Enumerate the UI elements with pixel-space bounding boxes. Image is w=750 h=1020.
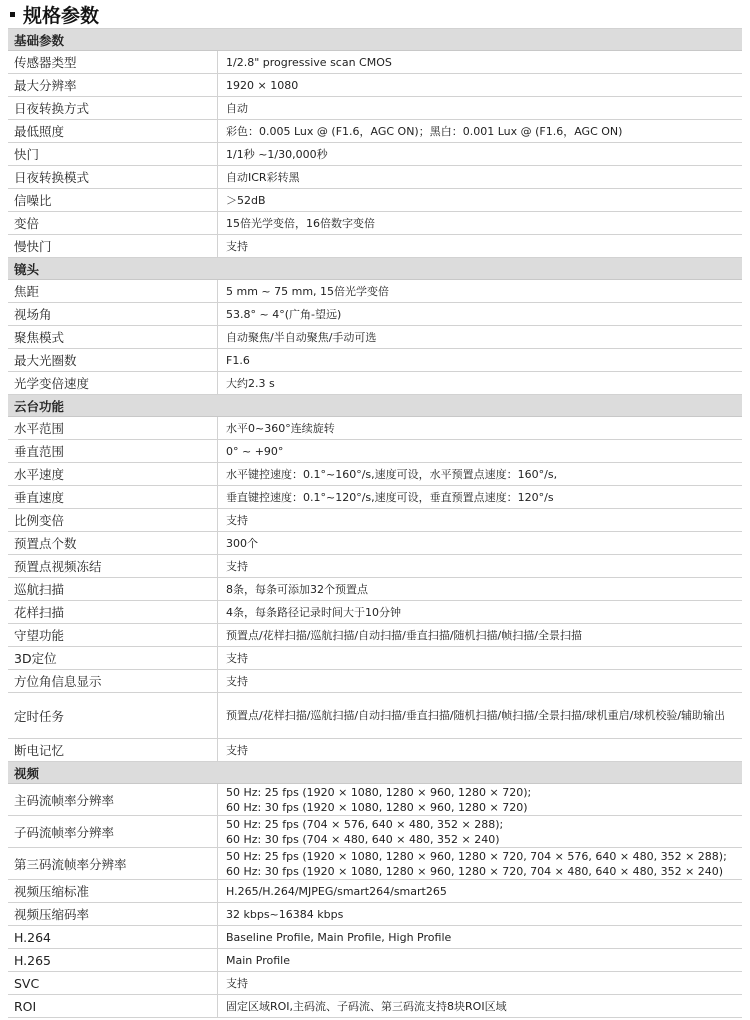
spec-key: H.265 xyxy=(8,949,218,971)
spec-key: 子码流帧率分辨率 xyxy=(8,816,218,847)
spec-key: 3D定位 xyxy=(8,647,218,669)
spec-row xyxy=(8,972,742,995)
spec-value: 水平键控速度：0.1°~160°/s,速度可设，水平预置点速度：160°/s, xyxy=(226,468,558,481)
spec-value xyxy=(218,848,742,879)
spec-value: 自动ICR彩转黑 xyxy=(226,171,300,184)
spec-value: 300个 xyxy=(226,537,258,550)
spec-key: 焦距 xyxy=(8,280,218,302)
spec-value: 垂直键控速度：0.1°~120°/s,速度可设，垂直预置点速度：120°/s xyxy=(226,491,554,504)
spec-key: 慢快门 xyxy=(8,235,218,257)
spec-key: 光学变倍速度 xyxy=(8,372,218,394)
spec-row xyxy=(8,212,742,235)
spec-row xyxy=(8,816,742,848)
spec-key: 最大光圈数 xyxy=(8,349,218,371)
spec-key: 断电记忆 xyxy=(8,739,218,761)
spec-value-line: 50 Hz: 25 fps (704 × 576, 640 × 480, 352 × 288); xyxy=(226,817,504,831)
spec-key: 聚焦模式 xyxy=(8,326,218,348)
spec-row xyxy=(8,532,742,555)
spec-row xyxy=(8,555,742,578)
spec-key: 视频压缩码率 xyxy=(8,903,218,925)
spec-value: 预置点/花样扫描/巡航扫描/自动扫描/垂直扫描/随机扫描/帧扫描/全景扫描/球机重启/球机校验/辅助输出 xyxy=(226,708,726,722)
spec-value xyxy=(218,784,742,815)
spec-value: 8条，每条可添加32个预置点 xyxy=(226,583,368,596)
spec-row xyxy=(8,509,742,532)
spec-key: ROI xyxy=(8,995,218,1017)
spec-key: 预置点视频冻结 xyxy=(8,555,218,577)
spec-row xyxy=(8,97,742,120)
spec-row xyxy=(8,349,742,372)
spec-key: 预置点个数 xyxy=(8,532,218,554)
spec-row xyxy=(8,949,742,972)
spec-row xyxy=(8,303,742,326)
spec-key: 水平范围 xyxy=(8,417,218,439)
spec-value-line: 60 Hz: 30 fps (1920 × 1080, 1280 × 960, 1280 × 720, 704 × 480, 640 × 480, 352 × 240) xyxy=(226,864,724,878)
spec-key: 日夜转换模式 xyxy=(8,166,218,188)
spec-value: 自动聚焦/半自动聚焦/手动可选 xyxy=(226,331,377,344)
spec-value: 自动 xyxy=(226,102,248,115)
spec-value: 支持 xyxy=(226,675,248,688)
spec-row xyxy=(8,189,742,212)
spec-value: 15倍光学变倍，16倍数字变倍 xyxy=(226,217,375,230)
spec-row xyxy=(8,880,742,903)
spec-value-line: 60 Hz: 30 fps (704 × 480, 640 × 480, 352 × 240) xyxy=(226,832,500,846)
spec-key: 日夜转换方式 xyxy=(8,97,218,119)
spec-key: 快门 xyxy=(8,143,218,165)
spec-row xyxy=(8,74,742,97)
spec-value: Main Profile xyxy=(226,953,290,967)
spec-value: 1/2.8" progressive scan CMOS xyxy=(226,55,392,69)
spec-key: 视场角 xyxy=(8,303,218,325)
section-header: 视频 xyxy=(8,762,742,784)
spec-value: 彩色：0.005 Lux @ (F1.6，AGC ON)；黑白：0.001 Lux @ (F1.6，AGC ON) xyxy=(226,125,623,138)
spec-row xyxy=(8,647,742,670)
spec-key: 视频压缩标准 xyxy=(8,880,218,902)
page-title xyxy=(0,0,750,28)
bullet-icon xyxy=(10,12,15,17)
spec-key: 定时任务 xyxy=(8,693,218,738)
spec-table xyxy=(8,28,742,1018)
spec-row xyxy=(8,903,742,926)
spec-value: 支持 xyxy=(226,240,248,253)
spec-value: 0° ~ +90° xyxy=(226,444,284,458)
spec-key: SVC xyxy=(8,972,218,994)
spec-row xyxy=(8,326,742,349)
spec-value: 5 mm ~ 75 mm, 15倍光学变倍 xyxy=(226,285,390,298)
spec-row xyxy=(8,166,742,189)
spec-value: 预置点/花样扫描/巡航扫描/自动扫描/垂直扫描/随机扫描/帧扫描/全景扫描 xyxy=(226,629,582,642)
spec-value: 1920 × 1080 xyxy=(226,78,299,92)
spec-value: 大约2.3 s xyxy=(226,377,275,390)
spec-key: 方位角信息显示 xyxy=(8,670,218,692)
spec-row xyxy=(8,463,742,486)
spec-row xyxy=(8,372,742,395)
spec-value-line: 50 Hz: 25 fps (1920 × 1080, 1280 × 960, 1280 × 720); xyxy=(226,785,532,799)
spec-row xyxy=(8,784,742,816)
spec-key: 最大分辨率 xyxy=(8,74,218,96)
spec-row xyxy=(8,601,742,624)
spec-value: Baseline Profile, Main Profile, High Profile xyxy=(226,930,452,944)
spec-value: 支持 xyxy=(226,977,248,990)
spec-row xyxy=(8,995,742,1018)
spec-value-line: 50 Hz: 25 fps (1920 × 1080, 1280 × 960, 1280 × 720, 704 × 576, 640 × 480, 352 × 288); xyxy=(226,849,727,863)
spec-value: 支持 xyxy=(226,514,248,527)
page-title-text: 规格参数 xyxy=(23,4,100,27)
spec-key: 垂直范围 xyxy=(8,440,218,462)
spec-key: 巡航扫描 xyxy=(8,578,218,600)
spec-value: 支持 xyxy=(226,744,248,757)
spec-value: 4条，每条路径记录时间大于10分钟 xyxy=(226,606,401,619)
spec-value: ＞52dB xyxy=(226,194,266,207)
spec-row xyxy=(8,417,742,440)
spec-value-line: 60 Hz: 30 fps (1920 × 1080, 1280 × 960, 1280 × 720) xyxy=(226,800,528,814)
spec-key: 花样扫描 xyxy=(8,601,218,623)
spec-value: 固定区域ROI,主码流、子码流、第三码流支持8块ROI区域 xyxy=(226,1000,507,1013)
spec-value: H.265/H.264/MJPEG/smart264/smart265 xyxy=(226,884,447,898)
spec-key: 水平速度 xyxy=(8,463,218,485)
spec-key: 垂直速度 xyxy=(8,486,218,508)
spec-value: 32 kbps~16384 kbps xyxy=(226,907,344,921)
spec-key: 比例变倍 xyxy=(8,509,218,531)
spec-row xyxy=(8,926,742,949)
spec-key: 变倍 xyxy=(8,212,218,234)
spec-row xyxy=(8,693,742,739)
spec-value xyxy=(218,816,742,847)
spec-value: F1.6 xyxy=(226,353,250,367)
spec-key: 主码流帧率分辨率 xyxy=(8,784,218,815)
spec-value: 水平0~360°连续旋转 xyxy=(226,422,335,435)
spec-row xyxy=(8,51,742,74)
spec-key: 传感器类型 xyxy=(8,51,218,73)
spec-row xyxy=(8,235,742,258)
section-header: 基础参数 xyxy=(8,29,742,51)
spec-value: 支持 xyxy=(226,560,248,573)
spec-row xyxy=(8,670,742,693)
spec-key: 第三码流帧率分辨率 xyxy=(8,848,218,879)
spec-key: 信噪比 xyxy=(8,189,218,211)
spec-key: 守望功能 xyxy=(8,624,218,646)
spec-value: 支持 xyxy=(226,652,248,665)
section-header: 云台功能 xyxy=(8,395,742,417)
spec-row xyxy=(8,578,742,601)
spec-key: H.264 xyxy=(8,926,218,948)
spec-value: 53.8° ~ 4°(广角-望远) xyxy=(226,308,342,321)
spec-key: 最低照度 xyxy=(8,120,218,142)
spec-row xyxy=(8,486,742,509)
spec-row xyxy=(8,280,742,303)
spec-row xyxy=(8,440,742,463)
spec-row xyxy=(8,624,742,647)
spec-row xyxy=(8,143,742,166)
spec-row xyxy=(8,739,742,762)
spec-row xyxy=(8,848,742,880)
section-header: 镜头 xyxy=(8,258,742,280)
spec-value: 1/1秒 ~1/30,000秒 xyxy=(226,148,328,161)
spec-row xyxy=(8,120,742,143)
